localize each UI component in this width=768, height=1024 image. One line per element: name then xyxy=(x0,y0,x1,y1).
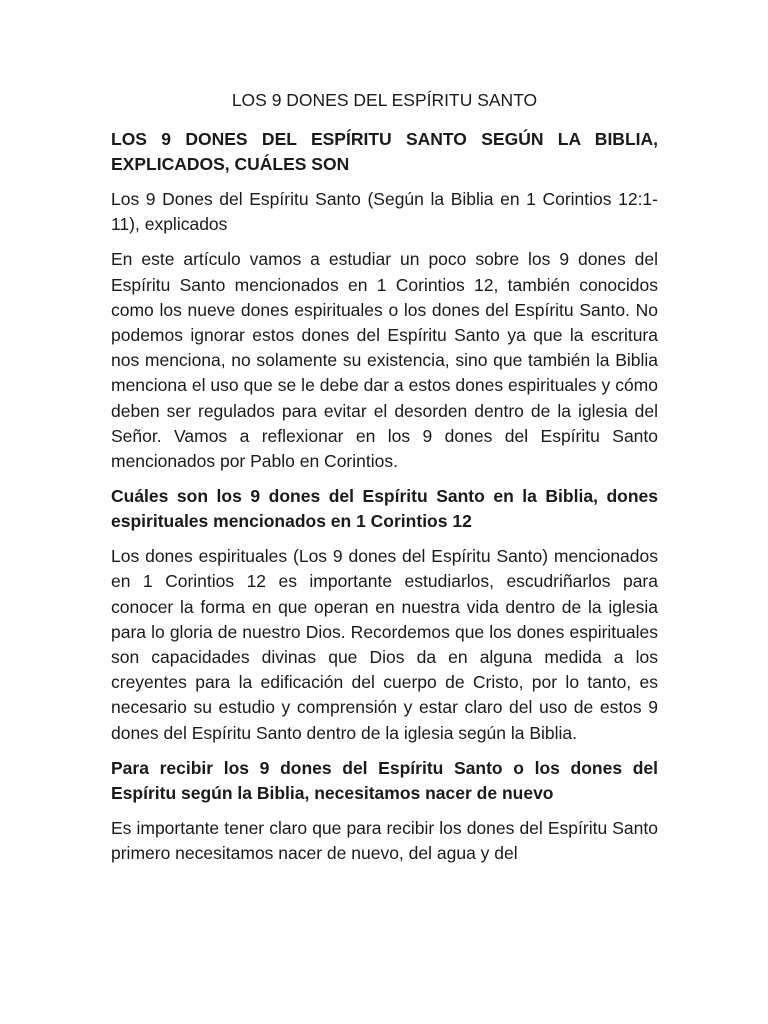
document-title: LOS 9 DONES DEL ESPÍRITU SANTO xyxy=(231,90,538,110)
paragraph-subtitle: Los 9 Dones del Espíritu Santo (Según la Biblia en 1 Corintios 12:1-11), explicados xyxy=(111,189,658,235)
paragraph-intro: En este artículo vamos a estudiar un poco sobre los 9 dones del Espíritu Santo mencionados en 1 Corintios 12, también conocidos como los nueve dones espirituales o los dones del Espíritu Santo. No podemos ignorar estos dones del Espíritu Santo ya que la escritura nos menciona, no solamente su existencia, sino que también la Biblia menciona el uso que se le debe dar a estos dones espirituales y cómo deben ser regulados para evitar el desorden dentro de la iglesia del Señor. Vamos a reflexionar en los 9 dones del Espíritu Santo mencionados por Pablo en Corintios. xyxy=(111,249,658,472)
paragraph-born-again: Es importante tener claro que para recibir los dones del Espíritu Santo primero necesitamos nacer de nuevo, del agua y del xyxy=(111,817,658,864)
section-heading-main: LOS 9 DONES DEL ESPÍRITU SANTO SEGÚN LA BIBLIA, EXPLICADOS, CUÁLES SON xyxy=(111,129,658,174)
paragraph-spiritual-gifts: Los dones espirituales (Los 9 dones del Espíritu Santo) mencionados en 1 Corintios 12 es importante estudiarlos, escudriñarlos para conocer la forma en que operan en nuestra vida dentro de la iglesia para lo gloria de nuestro Dios. Recordemos que los dones espirituales son capacidades divinas que Dios da en alguna medida a los creyentes para la edificación del cuerpo de Cristo, por lo tanto, es necesario su estudio y comprensión y estar claro del uso de estos 9 dones del Espíritu Santo dentro de la iglesia según la Biblia. xyxy=(111,546,658,743)
section-heading-which-gifts: Cuáles son los 9 dones del Espíritu Santo en la Biblia, dones espirituales mencionados en 1 Corintios 12 xyxy=(111,486,658,532)
document-body xyxy=(111,88,658,876)
section-heading-born-again: Para recibir los 9 dones del Espíritu Santo o los dones del Espíritu según la Biblia, necesitamos nacer de nuevo xyxy=(111,757,658,803)
